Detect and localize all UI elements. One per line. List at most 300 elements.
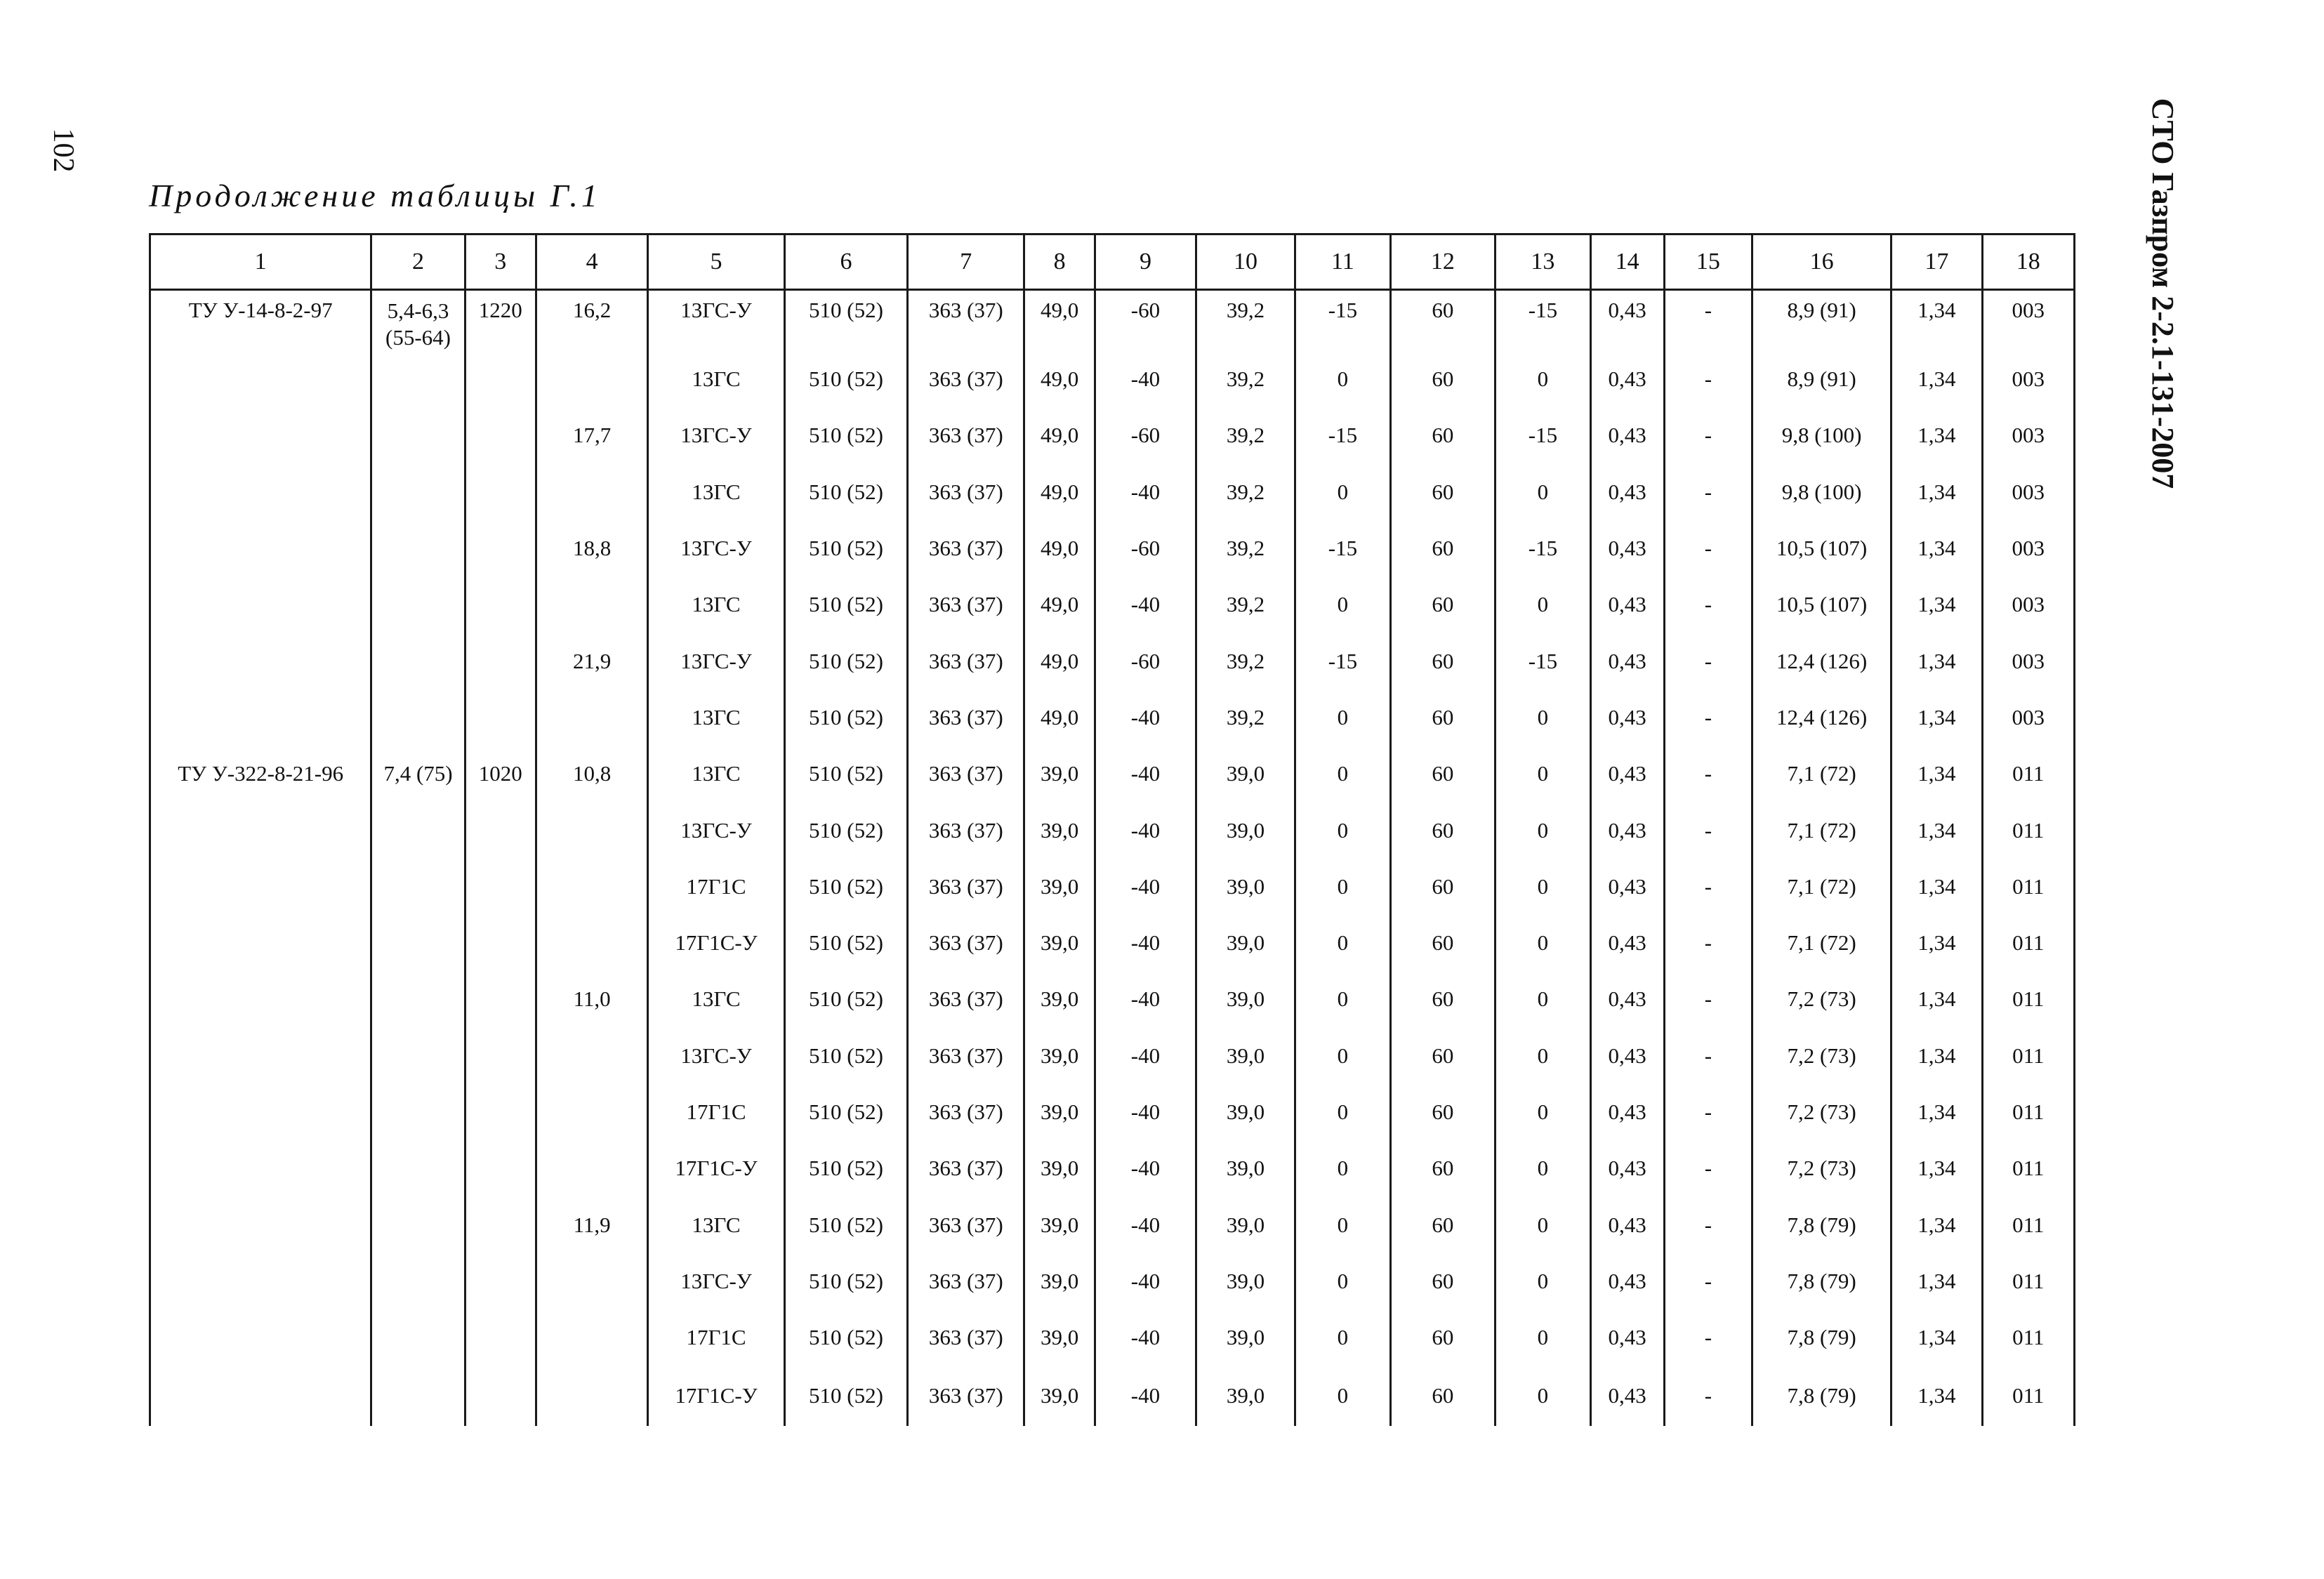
table-cell-col-15: -: [1664, 520, 1752, 576]
table-cell-col-12: 60: [1390, 1196, 1496, 1253]
table-cell-col-7: 363 (37): [908, 971, 1024, 1027]
table-cell-col-5: 17Г1С-У: [648, 1140, 784, 1196]
table-cell-col-12: 60: [1390, 1028, 1496, 1084]
table-cell-col-14: 0,43: [1590, 1084, 1664, 1140]
table-cell-col-17: 1,34: [1891, 915, 1982, 971]
table-cell-col-15: -: [1664, 746, 1752, 802]
table-cell-col-11: 0: [1295, 1366, 1390, 1426]
table-row: [150, 464, 2075, 520]
header-row: [150, 234, 2075, 290]
table-cell-col-15: -: [1664, 1366, 1752, 1426]
table-cell-col-3: [465, 1309, 536, 1366]
table-cell-col-16: 7,1 (72): [1752, 746, 1891, 802]
table-cell-col-3: [465, 1253, 536, 1309]
table-cell-col-11: 0: [1295, 1309, 1390, 1366]
table-cell-col-18: 011: [1982, 1196, 2075, 1253]
table-cell-col-1: [150, 1196, 371, 1253]
table-cell-col-15: -: [1664, 407, 1752, 463]
table-cell-col-5: 13ГС-У: [648, 290, 784, 352]
table-cell-col-11: -15: [1295, 407, 1390, 463]
column-header-15: 15: [1664, 234, 1752, 290]
table-cell-col-5: 13ГС: [648, 576, 784, 633]
table-cell-col-9: -40: [1095, 915, 1196, 971]
table-cell-col-9: -40: [1095, 576, 1196, 633]
table-cell-col-9: -40: [1095, 746, 1196, 802]
column-header-3: 3: [465, 234, 536, 290]
table-cell-col-7: 363 (37): [908, 464, 1024, 520]
table-cell-col-13: 0: [1496, 859, 1590, 915]
table-cell-col-14: 0,43: [1590, 746, 1664, 802]
table-cell-col-6: 510 (52): [784, 971, 908, 1027]
table-cell-col-3: [465, 1196, 536, 1253]
table-cell-col-4: [536, 859, 648, 915]
table-cell-col-3: [465, 576, 536, 633]
table-cell-col-6: 510 (52): [784, 1366, 908, 1426]
column-header-16: 16: [1752, 234, 1891, 290]
table-cell-col-2: 7,4 (75): [371, 746, 465, 802]
table-cell-col-6: 510 (52): [784, 746, 908, 802]
table-cell-col-7: 363 (37): [908, 520, 1024, 576]
table-cell-col-11: 0: [1295, 1140, 1390, 1196]
table-cell-col-13: 0: [1496, 746, 1590, 802]
table-cell-col-6: 510 (52): [784, 290, 908, 352]
table-cell-col-14: 0,43: [1590, 1253, 1664, 1309]
table-cell-col-7: 363 (37): [908, 915, 1024, 971]
table-cell-col-17: 1,34: [1891, 407, 1982, 463]
spec-table: [149, 233, 2075, 1426]
table-cell-col-16: 8,9 (91): [1752, 290, 1891, 352]
table-cell-col-12: 60: [1390, 520, 1496, 576]
table-cell-col-8: 39,0: [1024, 971, 1095, 1027]
table-cell-col-5: 13ГС-У: [648, 1028, 784, 1084]
table-cell-col-6: 510 (52): [784, 351, 908, 407]
table-cell-col-16: 7,1 (72): [1752, 802, 1891, 858]
table-cell-col-7: 363 (37): [908, 290, 1024, 352]
table-cell-col-2: [371, 971, 465, 1027]
table-cell-col-5: 17Г1С: [648, 1084, 784, 1140]
table-cell-col-12: 60: [1390, 576, 1496, 633]
table-cell-col-10: 39,2: [1196, 576, 1295, 633]
table-cell-col-18: 003: [1982, 633, 2075, 689]
table-cell-col-10: 39,2: [1196, 633, 1295, 689]
table-cell-col-17: 1,34: [1891, 351, 1982, 407]
table-cell-col-17: 1,34: [1891, 859, 1982, 915]
table-cell-col-3: [465, 351, 536, 407]
table-cell-col-15: -: [1664, 802, 1752, 858]
table-cell-col-18: 003: [1982, 689, 2075, 746]
table-cell-col-2: [371, 915, 465, 971]
table-cell-col-16: 12,4 (126): [1752, 689, 1891, 746]
table-cell-col-11: 0: [1295, 1253, 1390, 1309]
table-cell-col-8: 39,0: [1024, 1309, 1095, 1366]
table-cell-col-12: 60: [1390, 1253, 1496, 1309]
table-cell-col-18: 011: [1982, 802, 2075, 858]
column-header-18: 18: [1982, 234, 2075, 290]
table-cell-col-9: -40: [1095, 1084, 1196, 1140]
table-row: [150, 915, 2075, 971]
table-cell-col-2: [371, 859, 465, 915]
table-cell-col-12: 60: [1390, 407, 1496, 463]
table-cell-col-3: 1220: [465, 290, 536, 352]
column-header-9: 9: [1095, 234, 1196, 290]
table-cell-col-18: 011: [1982, 1253, 2075, 1309]
table-cell-col-8: 49,0: [1024, 520, 1095, 576]
table-cell-col-5: 13ГС: [648, 746, 784, 802]
column-header-12: 12: [1390, 234, 1496, 290]
table-cell-col-18: 003: [1982, 576, 2075, 633]
table-cell-col-11: 0: [1295, 971, 1390, 1027]
table-cell-col-15: -: [1664, 915, 1752, 971]
table-cell-col-14: 0,43: [1590, 351, 1664, 407]
table-cell-col-13: 0: [1496, 971, 1590, 1027]
table-cell-col-9: -40: [1095, 1253, 1196, 1309]
table-cell-col-14: 0,43: [1590, 1028, 1664, 1084]
table-cell-col-7: 363 (37): [908, 1309, 1024, 1366]
table-cell-col-9: -40: [1095, 1366, 1196, 1426]
page-number: 102: [47, 128, 79, 173]
table-cell-col-18: 011: [1982, 1084, 2075, 1140]
table-cell-col-4: [536, 1028, 648, 1084]
table-cell-col-14: 0,43: [1590, 1309, 1664, 1366]
table-cell-col-1: [150, 971, 371, 1027]
table-row: [150, 689, 2075, 746]
table-cell-col-5: 13ГС-У: [648, 1253, 784, 1309]
table-cell-col-4: [536, 351, 648, 407]
table-cell-col-4: [536, 1253, 648, 1309]
table-cell-col-12: 60: [1390, 746, 1496, 802]
table-cell-col-4: [536, 1309, 648, 1366]
table-cell-col-15: -: [1664, 689, 1752, 746]
table-cell-col-3: [465, 1028, 536, 1084]
table-cell-col-5: 17Г1С-У: [648, 1366, 784, 1426]
table-cell-col-16: 7,2 (73): [1752, 971, 1891, 1027]
table-cell-col-11: -15: [1295, 290, 1390, 352]
table-cell-col-15: -: [1664, 290, 1752, 352]
table-cell-col-12: 60: [1390, 290, 1496, 352]
table-cell-col-10: 39,0: [1196, 1084, 1295, 1140]
table-cell-col-3: [465, 633, 536, 689]
table-cell-col-11: 0: [1295, 1084, 1390, 1140]
table-cell-col-2: [371, 1309, 465, 1366]
table-cell-col-14: 0,43: [1590, 915, 1664, 971]
column-header-2: 2: [371, 234, 465, 290]
table-cell-col-1: [150, 633, 371, 689]
table-cell-col-13: -15: [1496, 407, 1590, 463]
table-cell-col-16: 7,8 (79): [1752, 1309, 1891, 1366]
table-cell-col-13: -15: [1496, 633, 1590, 689]
table-cell-col-3: [465, 915, 536, 971]
table-cell-col-17: 1,34: [1891, 1309, 1982, 1366]
table-cell-col-5: 13ГС: [648, 351, 784, 407]
table-cell-col-12: 60: [1390, 971, 1496, 1027]
table-cell-col-1: [150, 520, 371, 576]
table-cell-col-6: 510 (52): [784, 802, 908, 858]
table-cell-col-4: [536, 1366, 648, 1426]
table-cell-col-15: -: [1664, 464, 1752, 520]
table-cell-col-2: [371, 1140, 465, 1196]
table-row: [150, 859, 2075, 915]
table-row: [150, 802, 2075, 858]
table-cell-col-13: 0: [1496, 689, 1590, 746]
table-cell-col-11: -15: [1295, 633, 1390, 689]
table-cell-col-17: 1,34: [1891, 633, 1982, 689]
table-row: [150, 1196, 2075, 1253]
table-cell-col-7: 363 (37): [908, 1253, 1024, 1309]
table-cell-col-5: 13ГС-У: [648, 407, 784, 463]
table-cell-col-6: 510 (52): [784, 1084, 908, 1140]
table-cell-col-14: 0,43: [1590, 407, 1664, 463]
table-cell-col-15: -: [1664, 633, 1752, 689]
table-cell-col-16: 7,1 (72): [1752, 859, 1891, 915]
table-cell-col-17: 1,34: [1891, 576, 1982, 633]
table-cell-col-1: [150, 464, 371, 520]
table-cell-col-17: 1,34: [1891, 1253, 1982, 1309]
table-cell-col-14: 0,43: [1590, 464, 1664, 520]
table-cell-col-11: 0: [1295, 689, 1390, 746]
table-cell-col-9: -60: [1095, 407, 1196, 463]
table-cell-col-8: 49,0: [1024, 576, 1095, 633]
table-cell-col-13: 0: [1496, 464, 1590, 520]
table-cell-col-10: 39,0: [1196, 1366, 1295, 1426]
table-cell-col-10: 39,0: [1196, 1140, 1295, 1196]
table-cell-col-13: 0: [1496, 1366, 1590, 1426]
table-cell-col-9: -40: [1095, 464, 1196, 520]
spec-table-container: [149, 233, 2075, 1426]
table-cell-col-9: -40: [1095, 351, 1196, 407]
table-cell-col-3: [465, 464, 536, 520]
table-cell-col-12: 60: [1390, 464, 1496, 520]
table-cell-col-1: ТУ У-14-8-2-97: [150, 290, 371, 352]
table-cell-col-18: 003: [1982, 407, 2075, 463]
table-cell-col-4: [536, 1084, 648, 1140]
table-cell-col-3: [465, 802, 536, 858]
table-cell-col-17: 1,34: [1891, 689, 1982, 746]
table-cell-col-9: -40: [1095, 689, 1196, 746]
table-cell-col-8: 39,0: [1024, 1140, 1095, 1196]
table-cell-col-10: 39,0: [1196, 1309, 1295, 1366]
table-cell-col-2: [371, 1196, 465, 1253]
table-cell-col-18: 003: [1982, 520, 2075, 576]
table-cell-col-16: 7,8 (79): [1752, 1366, 1891, 1426]
table-cell-col-2: 5,4-6,3 (55-64): [371, 290, 465, 352]
table-cell-col-4: [536, 802, 648, 858]
table-cell-col-5: 13ГС: [648, 689, 784, 746]
table-row: [150, 746, 2075, 802]
table-cell-col-14: 0,43: [1590, 689, 1664, 746]
table-cell-col-16: 7,2 (73): [1752, 1140, 1891, 1196]
document-code: СТО Газпром 2-2.1-131-2007: [2146, 98, 2180, 489]
table-cell-col-12: 60: [1390, 1366, 1496, 1426]
table-cell-col-4: 11,9: [536, 1196, 648, 1253]
table-cell-col-17: 1,34: [1891, 802, 1982, 858]
table-cell-col-14: 0,43: [1590, 1140, 1664, 1196]
table-cell-col-1: [150, 802, 371, 858]
table-cell-col-6: 510 (52): [784, 1253, 908, 1309]
table-cell-col-1: [150, 1028, 371, 1084]
table-cell-col-8: 39,0: [1024, 1253, 1095, 1309]
table-cell-col-11: -15: [1295, 520, 1390, 576]
table-cell-col-3: [465, 1366, 536, 1426]
table-cell-col-13: 0: [1496, 576, 1590, 633]
table-cell-col-2: [371, 689, 465, 746]
table-cell-col-13: 0: [1496, 1253, 1590, 1309]
table-cell-col-4: [536, 1140, 648, 1196]
table-cell-col-2: [371, 1253, 465, 1309]
table-cell-col-10: 39,2: [1196, 351, 1295, 407]
table-cell-col-5: 13ГС-У: [648, 802, 784, 858]
column-header-1: 1: [150, 234, 371, 290]
table-cell-col-17: 1,34: [1891, 1140, 1982, 1196]
table-cell-col-14: 0,43: [1590, 971, 1664, 1027]
table-cell-col-13: 0: [1496, 1140, 1590, 1196]
column-header-7: 7: [908, 234, 1024, 290]
table-cell-col-5: 17Г1С-У: [648, 915, 784, 971]
table-cell-col-16: 12,4 (126): [1752, 633, 1891, 689]
table-cell-col-2: [371, 802, 465, 858]
table-cell-col-4: 18,8: [536, 520, 648, 576]
table-cell-col-10: 39,0: [1196, 1253, 1295, 1309]
table-cell-col-17: 1,34: [1891, 1028, 1982, 1084]
table-cell-col-11: 0: [1295, 351, 1390, 407]
table-cell-col-9: -40: [1095, 859, 1196, 915]
table-cell-col-10: 39,0: [1196, 1196, 1295, 1253]
table-cell-col-18: 003: [1982, 351, 2075, 407]
table-cell-col-16: 9,8 (100): [1752, 464, 1891, 520]
table-cell-col-16: 7,1 (72): [1752, 915, 1891, 971]
table-cell-col-2: [371, 520, 465, 576]
table-cell-col-15: -: [1664, 1196, 1752, 1253]
table-cell-col-8: 49,0: [1024, 407, 1095, 463]
table-cell-col-12: 60: [1390, 859, 1496, 915]
table-cell-col-2: [371, 1366, 465, 1426]
column-header-17: 17: [1891, 234, 1982, 290]
table-cell-col-7: 363 (37): [908, 1028, 1024, 1084]
table-cell-col-8: 39,0: [1024, 859, 1095, 915]
table-cell-col-13: 0: [1496, 1309, 1590, 1366]
table-cell-col-5: 13ГС: [648, 1196, 784, 1253]
table-cell-col-1: [150, 1253, 371, 1309]
table-row: [150, 971, 2075, 1027]
table-cell-col-17: 1,34: [1891, 1084, 1982, 1140]
table-cell-col-15: -: [1664, 1028, 1752, 1084]
table-body: [150, 290, 2075, 1427]
table-cell-col-10: 39,2: [1196, 464, 1295, 520]
table-cell-col-1: ТУ У-322-8-21-96: [150, 746, 371, 802]
table-cell-col-13: 0: [1496, 351, 1590, 407]
table-cell-col-2: [371, 1028, 465, 1084]
table-cell-col-6: 510 (52): [784, 859, 908, 915]
table-cell-col-15: -: [1664, 576, 1752, 633]
table-cell-col-18: 011: [1982, 1140, 2075, 1196]
table-cell-col-2: [371, 633, 465, 689]
table-cell-col-3: [465, 520, 536, 576]
table-cell-col-6: 510 (52): [784, 1028, 908, 1084]
table-cell-col-6: 510 (52): [784, 915, 908, 971]
table-cell-col-7: 363 (37): [908, 689, 1024, 746]
table-cell-col-4: [536, 576, 648, 633]
table-cell-col-2: [371, 351, 465, 407]
table-cell-col-1: [150, 859, 371, 915]
table-cell-col-9: -60: [1095, 633, 1196, 689]
table-cell-col-10: 39,0: [1196, 971, 1295, 1027]
table-cell-col-15: -: [1664, 971, 1752, 1027]
table-cell-col-18: 011: [1982, 971, 2075, 1027]
table-cell-col-15: -: [1664, 1253, 1752, 1309]
table-cell-col-11: 0: [1295, 464, 1390, 520]
table-cell-col-10: 39,2: [1196, 407, 1295, 463]
table-cell-col-8: 49,0: [1024, 689, 1095, 746]
table-cell-col-16: 10,5 (107): [1752, 576, 1891, 633]
table-cell-col-12: 60: [1390, 1140, 1496, 1196]
table-cell-col-6: 510 (52): [784, 576, 908, 633]
table-cell-col-3: [465, 971, 536, 1027]
table-row: [150, 576, 2075, 633]
table-cell-col-1: [150, 407, 371, 463]
table-cell-col-18: 011: [1982, 1309, 2075, 1366]
table-cell-col-18: 003: [1982, 464, 2075, 520]
table-cell-col-7: 363 (37): [908, 1196, 1024, 1253]
table-cell-col-14: 0,43: [1590, 576, 1664, 633]
table-cell-col-14: 0,43: [1590, 1366, 1664, 1426]
table-cell-col-8: 49,0: [1024, 290, 1095, 352]
table-cell-col-3: [465, 859, 536, 915]
table-cell-col-4: 10,8: [536, 746, 648, 802]
table-cell-col-12: 60: [1390, 915, 1496, 971]
table-cell-col-6: 510 (52): [784, 633, 908, 689]
table-cell-col-13: 0: [1496, 802, 1590, 858]
table-row: [150, 1084, 2075, 1140]
table-cell-col-11: 0: [1295, 802, 1390, 858]
table-cell-col-4: [536, 689, 648, 746]
table-row: [150, 1309, 2075, 1366]
table-cell-col-11: 0: [1295, 859, 1390, 915]
table-cell-col-7: 363 (37): [908, 859, 1024, 915]
table-cell-col-7: 363 (37): [908, 407, 1024, 463]
table-cell-col-5: 13ГС: [648, 971, 784, 1027]
table-cell-col-3: [465, 1084, 536, 1140]
table-cell-col-10: 39,2: [1196, 689, 1295, 746]
table-cell-col-4: 11,0: [536, 971, 648, 1027]
table-cell-col-11: 0: [1295, 1028, 1390, 1084]
table-cell-col-7: 363 (37): [908, 1140, 1024, 1196]
table-cell-col-4: [536, 915, 648, 971]
table-row: [150, 633, 2075, 689]
table-cell-col-2: [371, 464, 465, 520]
table-cell-col-13: 0: [1496, 1028, 1590, 1084]
table-cell-col-14: 0,43: [1590, 802, 1664, 858]
table-cell-col-18: 003: [1982, 290, 2075, 352]
table-cell-col-5: 13ГС-У: [648, 633, 784, 689]
table-cell-col-18: 011: [1982, 746, 2075, 802]
table-cell-col-17: 1,34: [1891, 520, 1982, 576]
table-cell-col-13: -15: [1496, 290, 1590, 352]
table-cell-col-12: 60: [1390, 1309, 1496, 1366]
table-cell-col-9: -60: [1095, 520, 1196, 576]
table-cell-col-7: 363 (37): [908, 576, 1024, 633]
column-header-10: 10: [1196, 234, 1295, 290]
table-cell-col-7: 363 (37): [908, 351, 1024, 407]
table-cell-col-14: 0,43: [1590, 290, 1664, 352]
table-cell-col-18: 011: [1982, 1028, 2075, 1084]
column-header-11: 11: [1295, 234, 1390, 290]
table-cell-col-17: 1,34: [1891, 290, 1982, 352]
table-cell-col-6: 510 (52): [784, 689, 908, 746]
table-cell-col-8: 49,0: [1024, 351, 1095, 407]
table-cell-col-10: 39,2: [1196, 520, 1295, 576]
table-cell-col-6: 510 (52): [784, 1196, 908, 1253]
table-row: [150, 1366, 2075, 1426]
table-cell-col-3: [465, 689, 536, 746]
